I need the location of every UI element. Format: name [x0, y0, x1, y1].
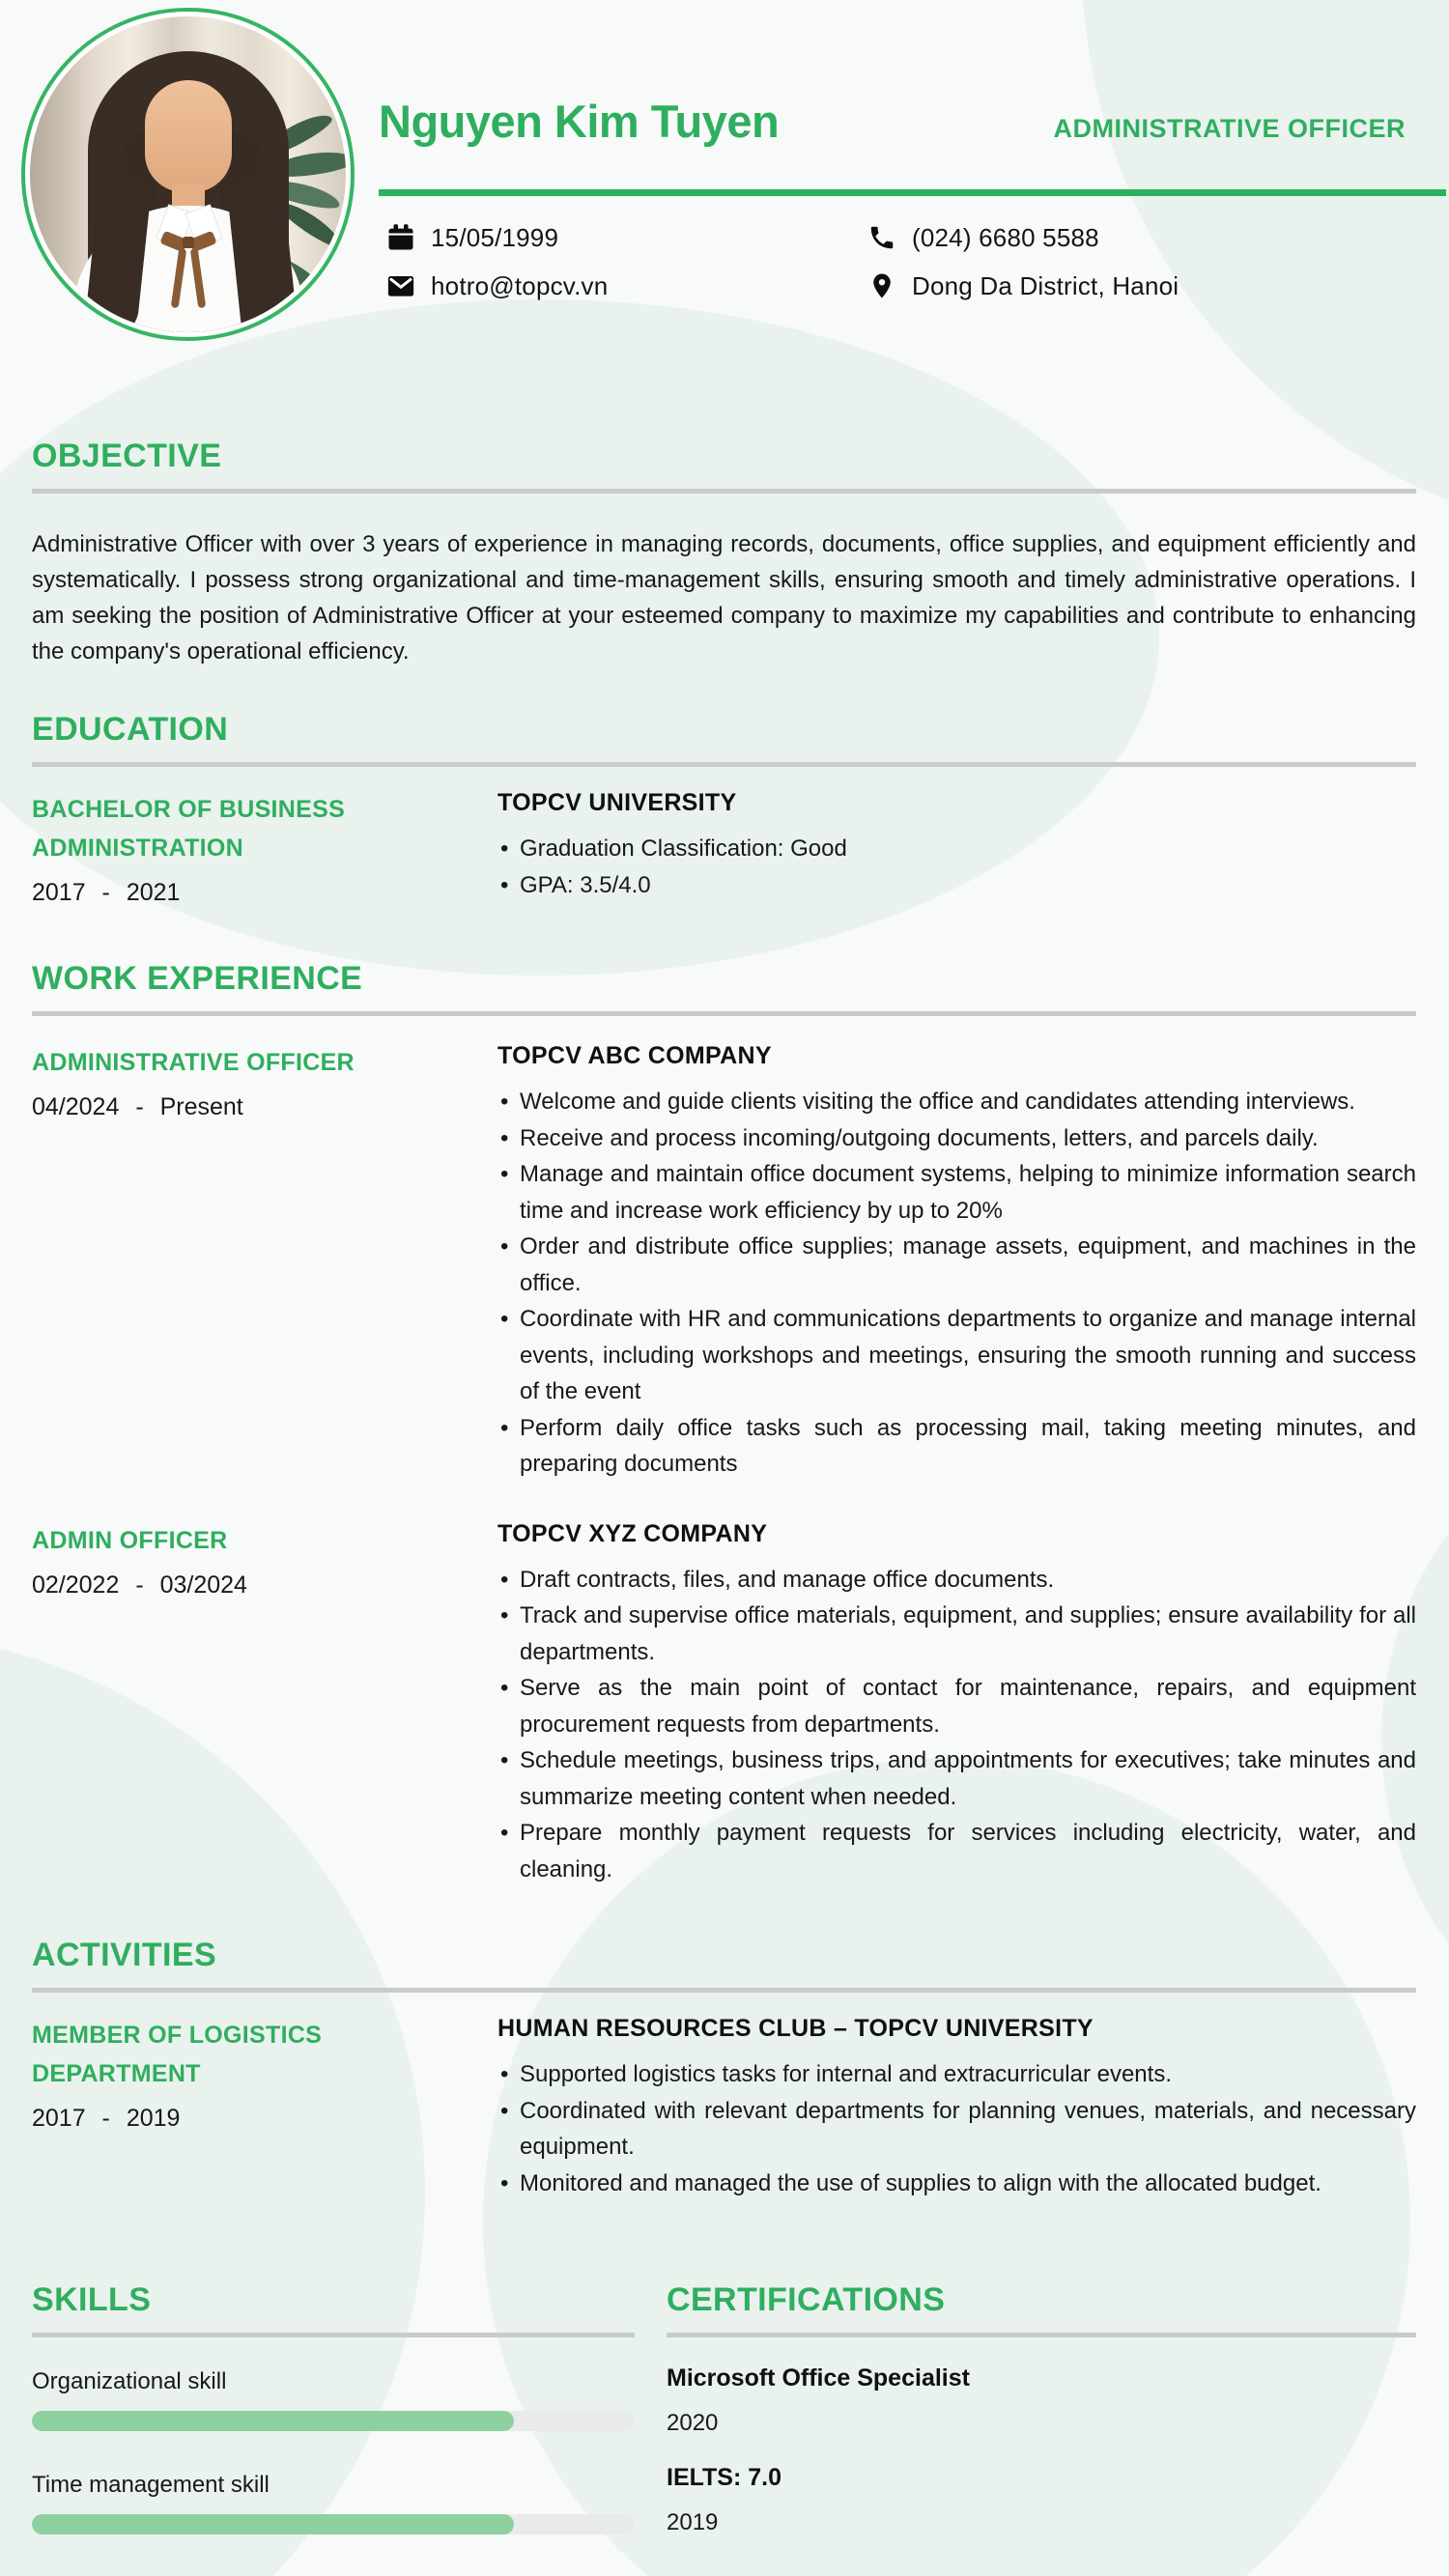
education-degree: BACHELOR OF BUSINESS ADMINISTRATION	[32, 796, 346, 862]
section-skills	[32, 2282, 635, 2536]
bullet-item: • Monitored and managed the use of supplies to align with the allocated budget.	[497, 2166, 1416, 2202]
skill-2-bar-fill	[32, 2514, 514, 2534]
certification-1-year: 2020	[667, 2410, 719, 2436]
header-divider	[379, 189, 1446, 196]
certification-2-year: 2019	[667, 2509, 719, 2535]
section-divider	[32, 1011, 1416, 1016]
activities-entry	[32, 2016, 1416, 2201]
skill-2-name: Time management skill	[32, 2472, 270, 2498]
section-divider	[32, 2333, 635, 2337]
activities-bullets	[497, 2056, 1416, 2201]
mail-icon	[386, 271, 415, 300]
section-objective	[32, 439, 1416, 669]
bullet-item: • Coordinate with HR and communications departments to organize and manage internal events, including workshops and meetings, ensuring the smooth running and success of the event	[497, 1301, 1416, 1410]
contact-dob-text: 15/05/1999	[431, 222, 559, 252]
bullet-item: • Supported logistics tasks for internal and extracurricular events.	[497, 2056, 1416, 2093]
work-1-period: 04/2024 - Present	[32, 1093, 243, 1120]
contact-address	[860, 269, 1446, 302]
section-education	[32, 712, 1416, 907]
skill-1-name: Organizational skill	[32, 2368, 227, 2394]
section-divider	[32, 762, 1416, 767]
section-divider	[32, 1988, 1416, 1993]
section-work-experience	[32, 961, 1416, 1887]
bullet-item: • Perform daily office tasks such as processing mail, taking meeting minutes, and preparing documents	[497, 1410, 1416, 1483]
calendar-icon	[386, 223, 415, 252]
activities-organization: HUMAN RESOURCES CLUB – TOPCV UNIVERSITY	[497, 2015, 1094, 2042]
bottom-columns	[32, 2282, 1416, 2536]
bullet-item: • Serve as the main point of contact for maintenance, repairs, and equipment procurement requests from departments.	[497, 1670, 1416, 1742]
certifications-title: CERTIFICATIONS	[667, 2281, 946, 2318]
work-entry-2	[32, 1521, 1416, 1888]
work-2-role: ADMIN OFFICER	[32, 1526, 228, 1554]
contact-phone	[860, 221, 1446, 254]
skills-title: SKILLS	[32, 2281, 152, 2318]
contact-dob	[379, 221, 860, 254]
contact-phone-text: (024) 6680 5588	[912, 222, 1099, 252]
bullet-item: • Track and supervise office materials, equipment, and supplies; ensure availability for all departments.	[497, 1598, 1416, 1670]
bullet-item: • GPA: 3.5/4.0	[497, 867, 1416, 904]
work-2-period: 02/2022 - 03/2024	[32, 1571, 247, 1599]
bullet-item: • Receive and process incoming/outgoing documents, letters, and parcels daily.	[497, 1120, 1416, 1157]
activities-period: 2017 - 2019	[32, 2105, 181, 2132]
profile-photo-image	[30, 16, 346, 332]
phone-icon	[867, 223, 896, 252]
bullet-item: • Coordinated with relevant departments for planning venues, materials, and necessary equipment.	[497, 2093, 1416, 2166]
work-1-company: TOPCV ABC COMPANY	[497, 1042, 772, 1069]
profile-photo	[21, 8, 355, 341]
work-1-role: ADMINISTRATIVE OFFICER	[32, 1049, 355, 1076]
candidate-job-title: ADMINISTRATIVE OFFICER	[1053, 114, 1406, 143]
objective-title: OBJECTIVE	[32, 438, 222, 474]
bullet-item: • Schedule meetings, business trips, and appointments for executives; take minutes and summarize meeting content when needed.	[497, 1742, 1416, 1815]
bullet-item: • Order and distribute office supplies; manage assets, equipment, and machines in the office.	[497, 1229, 1416, 1301]
contact-email-text: hotro@topcv.vn	[431, 270, 609, 300]
contact-email	[379, 269, 860, 302]
contact-info	[379, 221, 1446, 302]
certification-1-name: Microsoft Office Specialist	[667, 2364, 970, 2392]
activities-role: MEMBER OF LOGISTICS DEPARTMENT	[32, 2022, 323, 2087]
skill-1-bar	[32, 2411, 635, 2431]
header	[0, 0, 1449, 369]
education-school: TOPCV UNIVERSITY	[497, 789, 737, 816]
work-entry-1	[32, 1043, 1416, 1483]
certification-2-name: IELTS: 7.0	[667, 2464, 782, 2491]
bullet-item: • Welcome and guide clients visiting the office and candidates attending interviews.	[497, 1084, 1416, 1120]
section-divider	[32, 489, 1416, 494]
activities-title: ACTIVITIES	[32, 1937, 217, 1973]
section-certifications	[667, 2282, 1416, 2536]
work-2-bullets	[497, 1562, 1416, 1888]
education-entry	[32, 790, 1416, 907]
work-title: WORK EXPERIENCE	[32, 960, 363, 997]
education-bullets	[497, 831, 1416, 903]
work-1-bullets	[497, 1084, 1416, 1483]
education-title: EDUCATION	[32, 711, 229, 748]
cv-content	[0, 439, 1449, 2536]
bullet-item: • Manage and maintain office document systems, helping to minimize information search time and increase work efficiency by up to 20%	[497, 1156, 1416, 1229]
education-period: 2017 - 2021	[32, 879, 181, 906]
location-icon	[867, 271, 896, 300]
objective-text: Administrative Officer with over 3 years of experience in managing records, documents, office supplies, and equipment efficiently and systematically. I possess strong organizational and time-management skills, ensuring smooth and timely administrative operations. I am seeking the position of Administrative Officer at your esteemed company to maximize my capabilities and contribute to enhancing the company's operational efficiency.	[32, 531, 1416, 665]
section-activities	[32, 1938, 1416, 2201]
work-2-company: TOPCV XYZ COMPANY	[497, 1519, 768, 1547]
bullet-item: • Draft contracts, files, and manage office documents.	[497, 1562, 1416, 1599]
skill-1-bar-fill	[32, 2411, 514, 2431]
candidate-name: Nguyen Kim Tuyen	[379, 96, 780, 147]
bullet-item: • Graduation Classification: Good	[497, 831, 1416, 867]
skill-2-bar	[32, 2514, 635, 2534]
section-divider	[667, 2333, 1416, 2337]
contact-address-text: Dong Da District, Hanoi	[912, 270, 1179, 300]
bullet-item: • Prepare monthly payment requests for services including electricity, water, and cleaning.	[497, 1815, 1416, 1887]
